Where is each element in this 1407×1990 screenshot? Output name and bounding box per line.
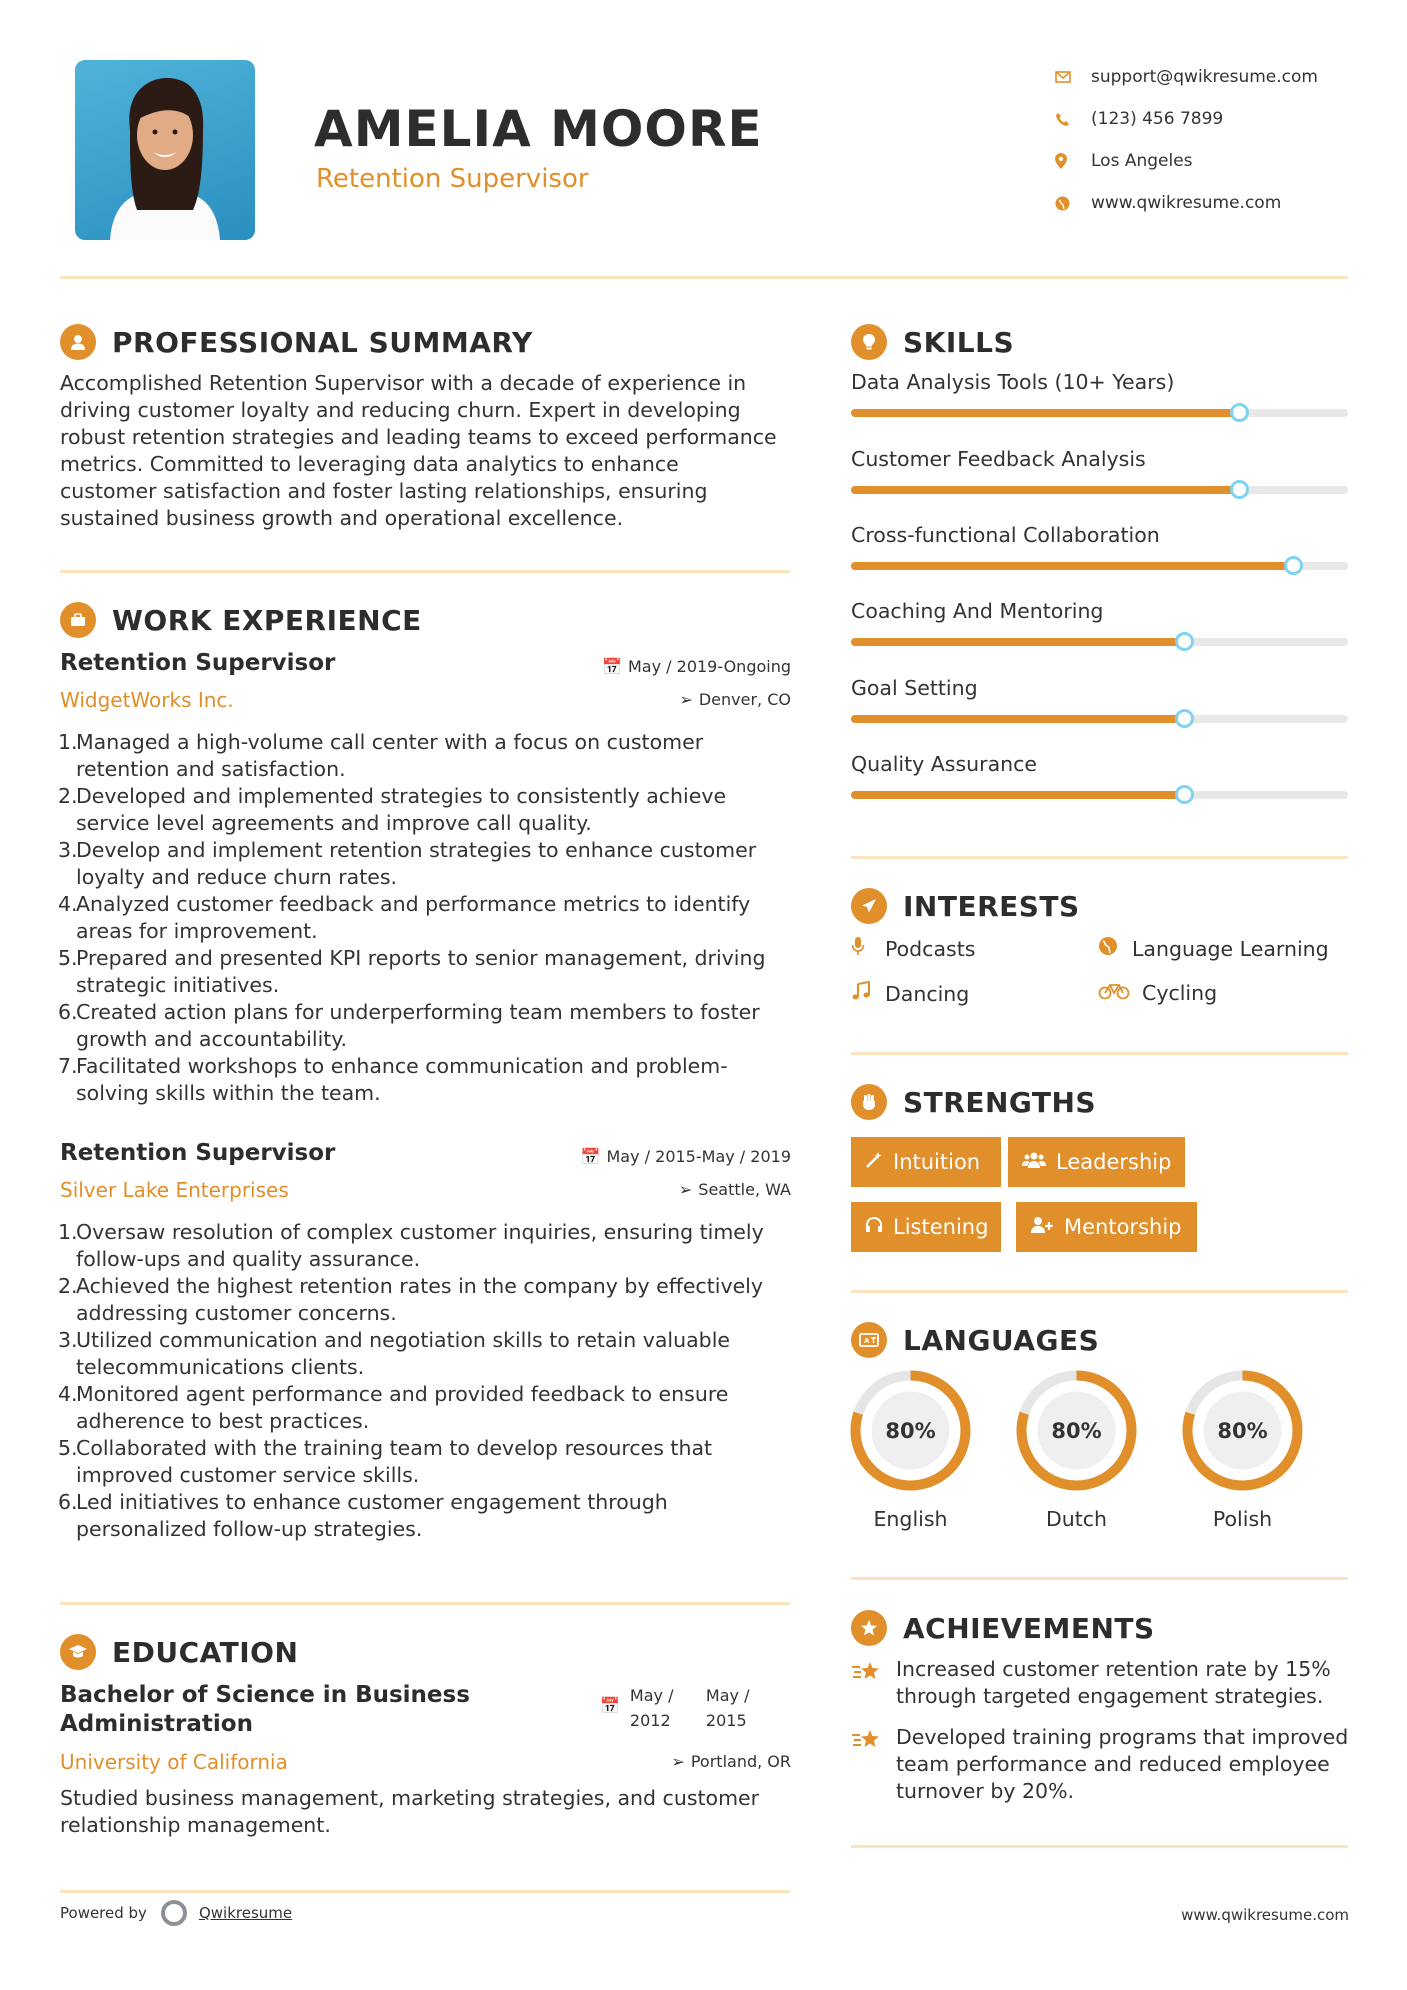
interest-label: Dancing	[885, 981, 970, 1006]
skill-bar	[851, 486, 1348, 494]
job-1-date-text: May / 2019-Ongoing	[628, 657, 791, 676]
interest-item	[851, 981, 969, 1006]
education-divider	[60, 1890, 790, 1893]
skill-fill	[851, 562, 1293, 570]
achievements-divider	[851, 1845, 1348, 1848]
skill-fill	[851, 791, 1184, 799]
skill-bar	[851, 562, 1348, 570]
start-month: May /	[629, 1686, 674, 1705]
star-badge-icon	[851, 1610, 887, 1646]
list-item: 5. Collaborated with the training team to develop resources that improved customer service skills.	[58, 1436, 713, 1487]
phone-icon	[1055, 112, 1091, 127]
strength-label: Intuition	[893, 1150, 981, 1174]
contact-list	[1055, 56, 1385, 224]
skill-fill	[851, 715, 1184, 723]
globe-icon	[1055, 196, 1091, 211]
skill-item	[851, 447, 1348, 494]
strength-label: Mentorship	[1064, 1215, 1182, 1239]
interest-item	[1098, 936, 1329, 961]
skill-knob	[1175, 785, 1194, 804]
strength-label: Listening	[893, 1215, 989, 1239]
skill-name: Data Analysis Tools (10+ Years)	[851, 370, 1175, 394]
envelope-icon	[1055, 71, 1091, 83]
list-item: 3. Utilized communication and negotiation skills to retain valuable telecommunications clients.	[58, 1328, 730, 1379]
skill-item	[851, 676, 1348, 723]
strengths-divider	[851, 1290, 1348, 1293]
job-1-company: WidgetWorks Inc.	[60, 688, 234, 712]
skill-knob	[1230, 403, 1249, 422]
skills-heading	[851, 324, 1014, 360]
list-item: 7. Facilitated workshops to enhance communication and problem-solving skills within the team.	[58, 1054, 728, 1105]
language-item	[1180, 1368, 1305, 1531]
bicycle-icon	[1098, 982, 1142, 1005]
language-gauge	[848, 1368, 973, 1493]
achievement-text: Increased customer retention rate by 15% through targeted engagement strategies.	[896, 1657, 1331, 1708]
strength-badge	[1016, 1202, 1197, 1252]
pushpin-icon: ➢	[679, 690, 693, 709]
qwikresume-link[interactable]: Qwikresume	[198, 1904, 293, 1922]
profile-photo	[75, 60, 255, 240]
candidate-name: AMELIA MOORE	[314, 100, 763, 158]
skill-name: Quality Assurance	[851, 752, 1038, 776]
skill-name: Customer Feedback Analysis	[851, 447, 1146, 471]
language-item	[848, 1368, 973, 1531]
languages-heading	[851, 1322, 1099, 1358]
strengths-heading	[851, 1084, 1096, 1120]
list-item: 2. Developed and implemented strategies to consistently achieve service level agreements and improve call quality.	[58, 784, 727, 835]
globe-icon	[1098, 936, 1132, 961]
contact-phone[interactable]	[1055, 98, 1385, 140]
users-icon	[1022, 1151, 1046, 1174]
list-item: 4. Analyzed customer feedback and performance metrics to identify areas for improvement.	[58, 892, 751, 943]
language-gauge	[1014, 1368, 1139, 1493]
strengths-title: STRENGTHS	[903, 1085, 1097, 1119]
job-2-date	[581, 1147, 791, 1166]
skill-item	[851, 752, 1348, 799]
briefcase-icon	[60, 602, 96, 638]
education-location-text: Portland, OR	[690, 1752, 791, 1771]
powered-by-label: Powered by	[60, 1904, 147, 1922]
contact-location	[1055, 140, 1385, 182]
strength-badge	[851, 1202, 1001, 1252]
list-item: 6. Created action plans for underperforming team members to foster growth and accountability.	[58, 1000, 760, 1051]
interest-item	[851, 936, 975, 961]
contact-website-text: www.qwikresume.com	[1091, 193, 1282, 213]
achievements-heading	[851, 1610, 1155, 1646]
interests-divider	[851, 1052, 1348, 1055]
skills-title: SKILLS	[903, 325, 1015, 359]
skill-bar	[851, 791, 1348, 799]
end-year: 2015	[705, 1711, 747, 1730]
job-2-location-text: Seattle, WA	[698, 1180, 791, 1199]
interests-heading	[851, 888, 1080, 924]
skill-item	[851, 599, 1348, 646]
candidate-role: Retention Supervisor	[316, 164, 589, 194]
lightbulb-icon	[851, 324, 887, 360]
degree-line-2: Administration	[60, 1711, 253, 1737]
contact-phone-text: (123) 456 7899	[1091, 109, 1224, 129]
education-heading	[60, 1634, 298, 1670]
language-icon	[851, 1322, 887, 1358]
list-item: 3. Develop and implement retention strategies to enhance customer loyalty and reduce churn rates.	[58, 838, 757, 889]
summary-text: Accomplished Retention Supervisor with a decade of experience in driving customer loyalty and reducing churn. Expert in developing robust retention strategies and leading teams to exceed performance metrics. Committed to leveraging data analytics to enhance customer satisfaction and foster lasting relationships, ensuring sustained business growth and operational excellence.	[60, 371, 777, 530]
list-item: 1. Oversaw resolution of complex customer inquiries, ensuring timely follow-ups and quality assurance.	[58, 1220, 764, 1271]
calendar-icon: 📅	[580, 1147, 601, 1166]
contact-website[interactable]	[1055, 182, 1385, 224]
qwikresume-logo-icon	[161, 1900, 187, 1926]
language-name: Polish	[1212, 1507, 1273, 1531]
job-2-location	[679, 1180, 791, 1199]
list-item: 6. Led initiatives to enhance customer engagement through personalized follow-up strategies.	[58, 1490, 668, 1541]
skill-knob	[1175, 632, 1194, 651]
languages-divider	[851, 1577, 1348, 1580]
skill-fill	[851, 486, 1239, 494]
interest-item	[1098, 981, 1217, 1005]
fist-icon	[851, 1084, 887, 1120]
skill-knob	[1284, 556, 1303, 575]
pushpin-icon: ➢	[678, 1180, 693, 1199]
skill-bar	[851, 409, 1348, 417]
language-name: Dutch	[1045, 1507, 1108, 1531]
user-plus-icon	[1030, 1216, 1054, 1239]
education-title: EDUCATION	[112, 1635, 299, 1669]
skill-fill	[851, 638, 1184, 646]
job-2-date-text: May / 2015-May / 2019	[606, 1147, 791, 1166]
user-icon	[60, 324, 96, 360]
list-item: 1. Managed a high-volume call center with a focus on customer retention and satisfaction.	[58, 730, 704, 781]
achievements-title: ACHIEVEMENTS	[903, 1611, 1155, 1645]
skill-bar	[851, 638, 1348, 646]
microphone-icon	[851, 936, 885, 961]
skill-fill	[851, 409, 1239, 417]
education-description: Studied business management, marketing strategies, and customer relationship management.	[60, 1786, 760, 1837]
education-location	[671, 1752, 791, 1771]
contact-email[interactable]	[1055, 56, 1385, 98]
interest-label: Language Learning	[1132, 936, 1329, 961]
music-note-icon	[851, 981, 885, 1006]
header-divider	[60, 276, 1348, 279]
paper-plane-icon	[851, 888, 887, 924]
footer-powered-by	[60, 1900, 292, 1926]
list-item: 5. Prepared and presented KPI reports to senior management, driving strategic initiatives.	[58, 946, 766, 997]
job-2-duties	[58, 1219, 790, 1543]
strength-badge	[1008, 1137, 1185, 1187]
skills-divider	[851, 856, 1348, 859]
job-1-title: Retention Supervisor	[60, 650, 336, 676]
achievement-text: Developed training programs that improved team performance and reduced employee turnover by 20%.	[896, 1725, 1349, 1803]
interest-label: Podcasts	[885, 936, 976, 961]
language-item	[1014, 1368, 1139, 1531]
skill-name: Goal Setting	[851, 676, 978, 700]
achievement-item	[851, 1724, 1351, 1805]
skill-name: Cross-functional Collaboration	[851, 523, 1160, 547]
job-2-company: Silver Lake Enterprises	[60, 1178, 289, 1202]
svg-text:A: A	[864, 1337, 870, 1345]
skill-knob	[1175, 709, 1194, 728]
summary-heading	[60, 324, 533, 360]
interests-title: INTERESTS	[903, 889, 1080, 923]
strength-badge	[851, 1137, 1001, 1187]
summary-title: PROFESSIONAL SUMMARY	[112, 325, 533, 359]
strength-label: Leadership	[1056, 1150, 1172, 1174]
degree-line-1: Bachelor of Science in Business	[60, 1682, 470, 1708]
language-name: English	[873, 1507, 948, 1531]
shooting-star-icon	[851, 1724, 896, 1805]
job-1-date	[602, 657, 791, 676]
contact-email-text: support@qwikresume.com	[1091, 67, 1318, 87]
skill-bar	[851, 715, 1348, 723]
work-heading	[60, 602, 422, 638]
achievement-item	[851, 1656, 1351, 1710]
graduation-cap-icon	[60, 1634, 96, 1670]
language-percent: 80%	[1051, 1419, 1102, 1443]
start-year: 2012	[629, 1711, 671, 1730]
headphones-icon	[865, 1216, 883, 1239]
language-percent: 80%	[885, 1419, 936, 1443]
summary-divider	[60, 570, 790, 573]
end-month: May /	[705, 1686, 750, 1705]
school-name: University of California	[60, 1750, 288, 1774]
job-1-duties	[58, 729, 790, 1107]
calendar-icon: 📅	[602, 657, 622, 676]
languages-title: LANGUAGES	[903, 1323, 1100, 1357]
footer-website[interactable]: www.qwikresume.com	[1181, 1906, 1349, 1924]
skill-item	[851, 523, 1348, 570]
calendar-icon: 📅	[600, 1696, 620, 1715]
magic-wand-icon	[865, 1151, 883, 1174]
interest-label: Cycling	[1142, 981, 1218, 1005]
skill-knob	[1230, 480, 1249, 499]
work-divider	[60, 1602, 790, 1605]
language-percent: 80%	[1217, 1419, 1268, 1443]
list-item: 4. Monitored agent performance and provided feedback to ensure adherence to best practices.	[58, 1382, 729, 1433]
skill-item	[851, 370, 1348, 417]
contact-location-text: Los Angeles	[1091, 151, 1193, 171]
work-title: WORK EXPERIENCE	[112, 603, 422, 637]
language-gauge	[1180, 1368, 1305, 1493]
pushpin-icon: ➢	[671, 1752, 685, 1771]
education-dates	[600, 1683, 776, 1733]
job-1-location-text: Denver, CO	[698, 690, 791, 709]
location-pin-icon	[1055, 153, 1091, 169]
job-2-title: Retention Supervisor	[60, 1140, 336, 1166]
skill-name: Coaching And Mentoring	[851, 599, 1104, 623]
job-1-location	[679, 690, 791, 709]
list-item: 2. Achieved the highest retention rates in the company by effectively addressing customer concerns.	[58, 1274, 764, 1325]
shooting-star-icon	[851, 1656, 896, 1710]
